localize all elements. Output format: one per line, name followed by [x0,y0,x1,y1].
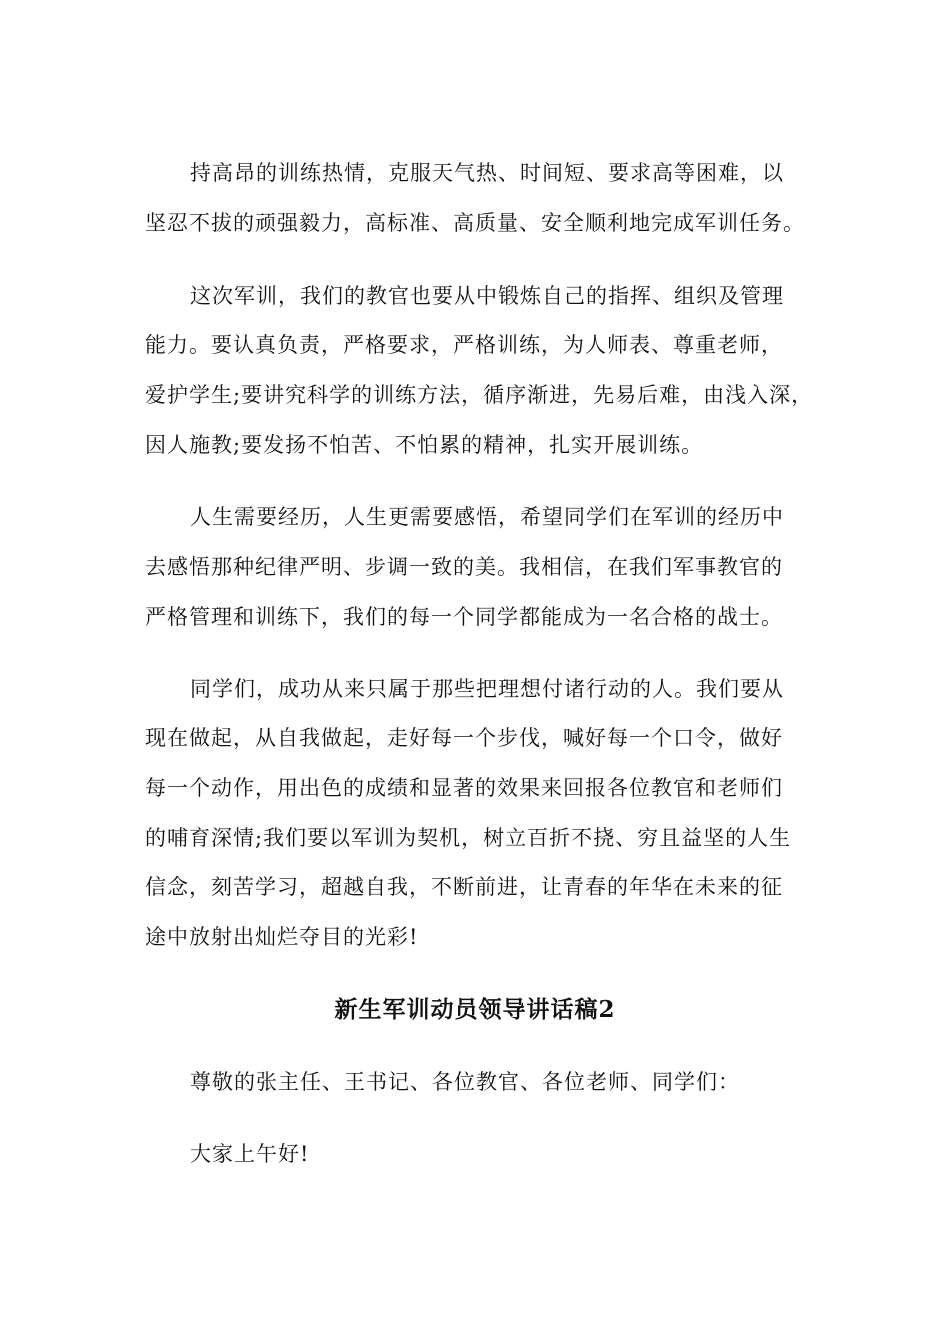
text-line: 现在做起，从自我做起，走好每一个步伐，喊好每一个口令，做好 [145,726,783,750]
salutation: 尊敬的张主任、王书记、各位教官、各位老师、同学们： [190,1070,740,1094]
text-line: 途中放射出灿烂夺目的光彩! [145,925,419,949]
text-line: 严格管理和训练下，我们的每一个同学都能成为一名合格的战士。 [145,605,783,629]
text-line: 去感悟那种纪律严明、步调一致的美。我相信，在我们军事教官的 [145,555,783,579]
text-line: 人生需要经历，人生更需要感悟，希望同学们在军训的经历中 [190,505,784,529]
text-line: 的哺育深情;我们要以军训为契机，树立百折不挠、穷且益坚的人生 [145,826,792,850]
text-line: 每一个动作，用出色的成绩和显著的效果来回报各位教官和老师们 [145,776,783,800]
text-line: 持高昂的训练热情，克服天气热、时间短、要求高等困难，以 [190,161,784,185]
text-line: 能力。要认真负责，严格要求，严格训练，为人师表、尊重老师， [145,333,783,357]
text-line: 信念，刻苦学习，超越自我，不断前进，让青春的年华在未来的征 [145,875,783,899]
text-line: 同学们，成功从来只属于那些把理想付诸行动的人。我们要从 [190,677,784,701]
text-line: 坚忍不拔的顽强毅力，高标准、高质量、安全顺利地完成军训任务。 [145,211,805,235]
greeting: 大家上午好! [190,1142,310,1166]
text-line: 因人施教;要发扬不怕苦、不怕累的精神，扎实开展训练。 [145,433,704,457]
text-line: 爱护学生;要讲究科学的训练方法，循序渐进，先易后难，由浅入深， [145,383,814,407]
text-line: 这次军训，我们的教官也要从中锻炼自己的指挥、组织及管理 [190,284,784,308]
section-title: 新生军训动员领导讲话稿2 [334,996,616,1023]
